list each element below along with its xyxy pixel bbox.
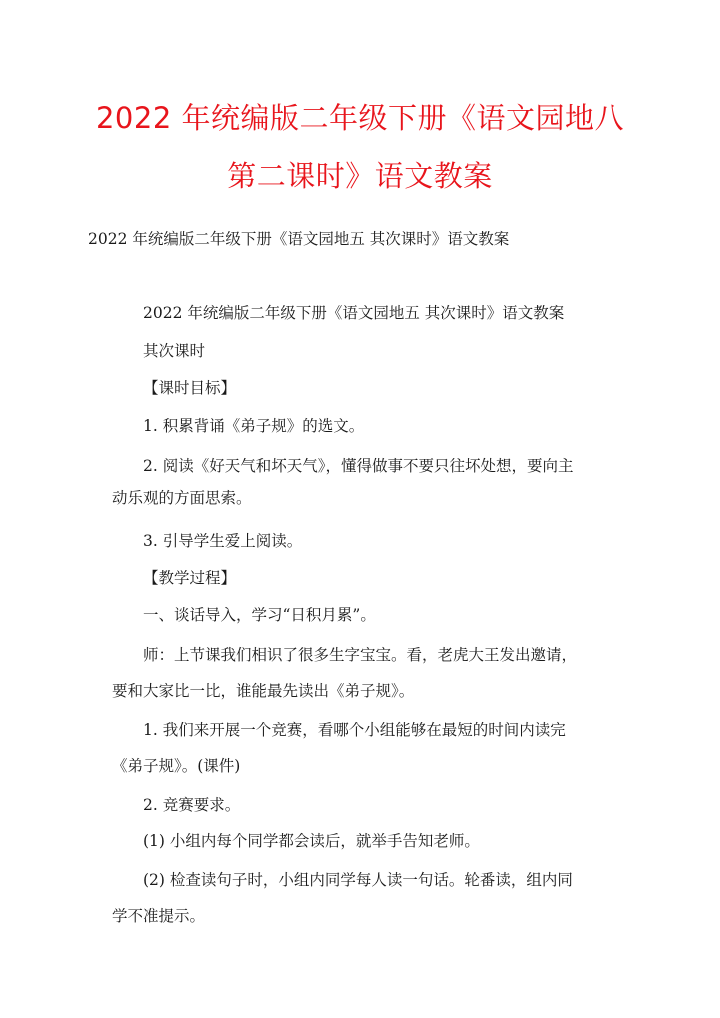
goals-header: 【课时目标】 (143, 379, 237, 397)
teacher-line-1: 师：上节课我们相识了很多生字宝宝。看，老虎大王发出邀请， (143, 646, 578, 664)
goal-3: 3. 引导学生爱上阅读。 (143, 532, 303, 550)
teacher-line-2: 要和大家比一比，谁能最先读出《弟子规》。 (112, 682, 415, 700)
process-header: 【教学过程】 (143, 569, 237, 587)
rule-2-line-2: 学不准提示。 (112, 907, 206, 925)
lesson-label: 其次课时 (143, 342, 206, 360)
step-1: 一、谈话导入，学习“日积月累”。 (143, 606, 376, 624)
heading-repeat: 2022 年统编版二年级下册《语文园地五 其次课时》语文教案 (143, 304, 565, 322)
goal-2-line-1: 2. 阅读《好天气和坏天气》，懂得做事不要只往坏处想，要向主 (143, 457, 574, 475)
goal-2-line-2: 动乐观的方面思索。 (112, 489, 252, 507)
document-title-line-1: 2022 年统编版二年级下册《语文园地八 (95, 101, 625, 135)
document-title-line-2: 第二课时》语文教案 (227, 159, 493, 193)
rule-2-line-1: (2) 检查读句子时，小组内同学每人读一句话。轮番读，组内同 (143, 871, 573, 889)
item-1-line-2: 《弟子规》。(课件) (112, 757, 241, 775)
rule-1: (1) 小组内每个同学都会读后，就举手告知老师。 (143, 832, 480, 850)
item-1-line-1: 1. 我们来开展一个竞赛，看哪个小组能够在最短的时间内读完 (143, 721, 566, 739)
goal-1: 1. 积累背诵《弟子规》的选文。 (143, 417, 365, 435)
item-2: 2. 竞赛要求。 (143, 796, 241, 814)
document-subtitle: 2022 年统编版二年级下册《语文园地五 其次课时》语文教案 (88, 230, 510, 248)
